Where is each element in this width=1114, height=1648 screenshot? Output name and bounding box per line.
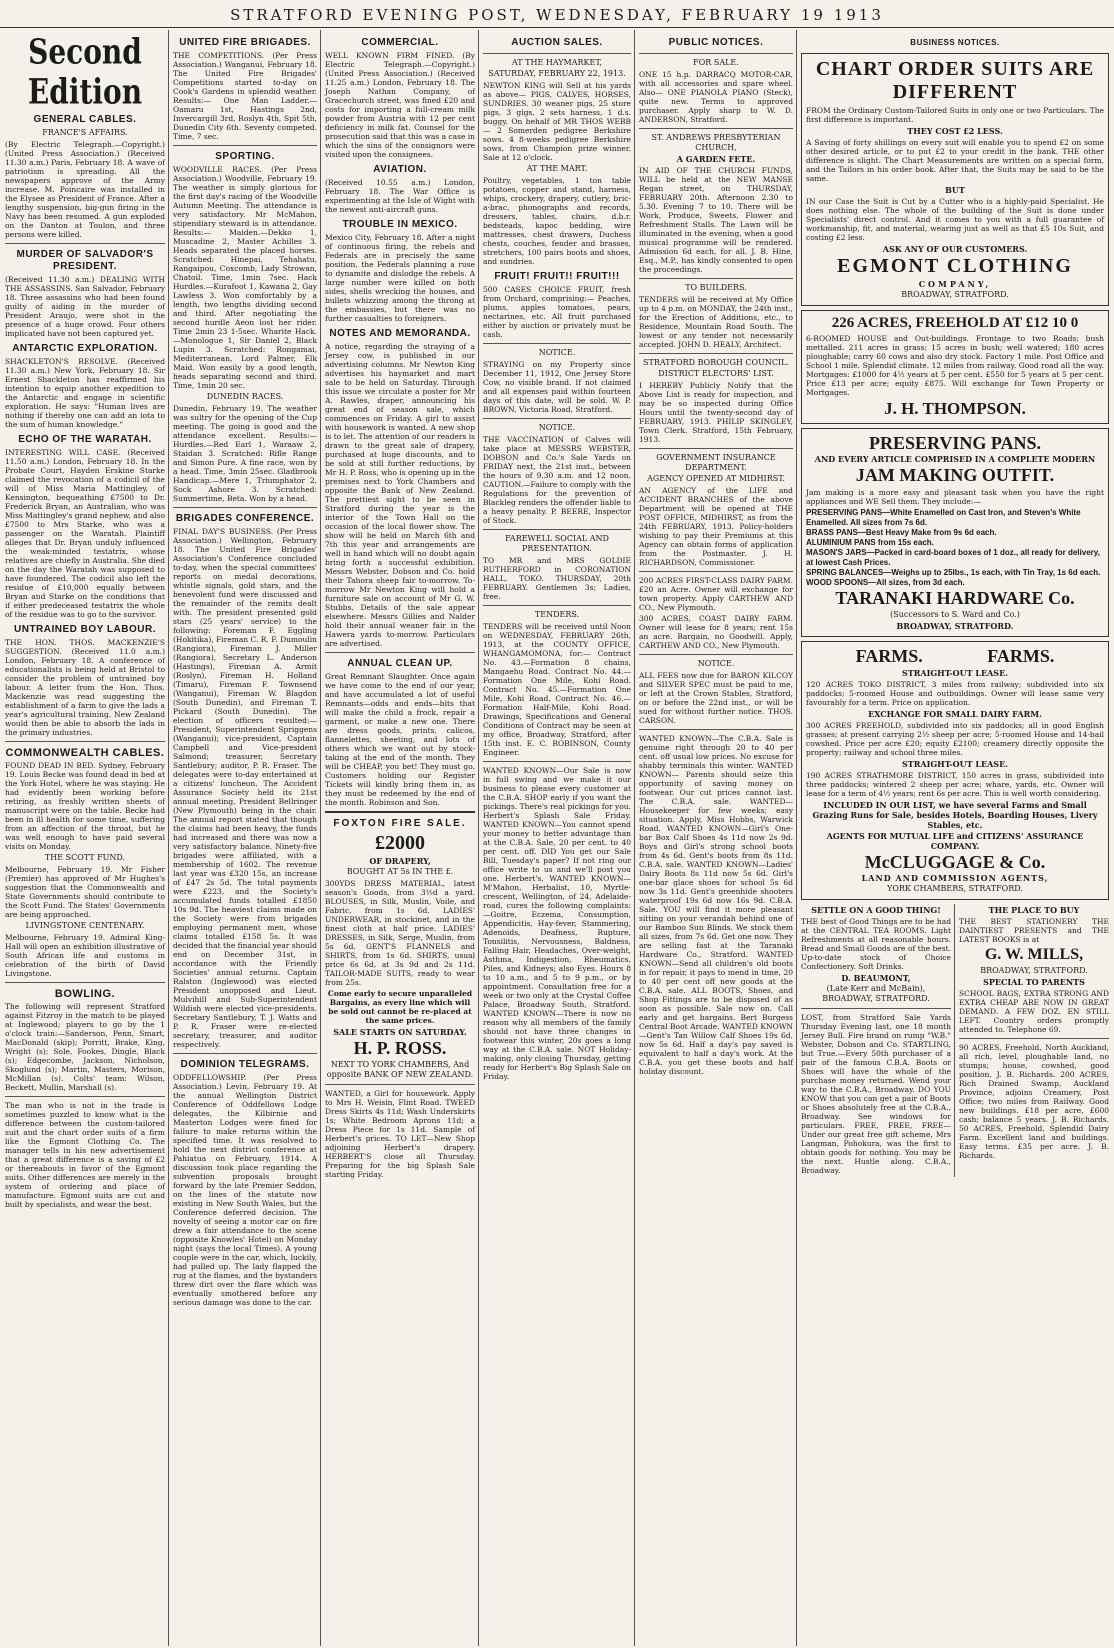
subheading: TO BUILDERS. xyxy=(685,283,747,292)
subheading: LIVINGSTONE CENTENARY. xyxy=(25,921,145,930)
subheading: OF DRAPERY, xyxy=(369,856,431,866)
divider xyxy=(639,128,793,129)
subheading: ASK ANY OF OUR CUSTOMERS. xyxy=(882,244,1028,254)
article-body: 500 CASES CHOICE FRUIT, fresh from Orchard, comprising:— Peaches, plums, apples tomatoes, pears, nectarines, etc. All fruit purchased either by auction or privately must be cash. xyxy=(483,285,631,339)
ad-title: PRESERVING PANS. xyxy=(868,432,1042,453)
edition-title: Second Edition xyxy=(27,32,143,112)
divider xyxy=(639,448,793,449)
section-heading: BRIGADES CONFERENCE. xyxy=(175,513,315,524)
divider xyxy=(483,418,631,419)
article-body: SCHOOL BAGS, EXTRA STRONG AND EXTRA CHEAP ARE NOW IN GREAT DEMAND. A FEW DOZ. EN STILL LEFT. Country orders promptly attended to. Telephone 69. xyxy=(959,988,1109,1034)
article-body: ALL FEES now due for BARON KILCOY and SILVER SPEC must be paid to me, or left at the Crown Stables, Stratford, on or before the 22nd inst., or will be sued for without further notice. THOS. CARSON. xyxy=(639,671,793,725)
section-heading: BOWLING. xyxy=(54,988,116,1000)
article-body: THE COMPETITIONS. (Per Press Association.) Wanganui, February 18. The United Fire Brigades' Competitions started to-day on Cook's Gardens in splendid weather. Results:— One Man Ladder.—Oamaru 1st, Hastings 2nd, Invercargill 3rd, Roslyn 4th, Spit 5th, Dunedin City 6th. Seventy competed. Time, 7 sec. xyxy=(173,51,317,141)
subheading: DUNEDIN RACES. xyxy=(206,392,284,401)
section-heading: AUCTION SALES. xyxy=(511,37,603,48)
article-body: WOODVILLE RACES. (Per Press Association.) Woodville, February 19. The weather is simply glorious for the first day's racing of the Woodville Autumn Meeting. The attendance is very satisfactory. Mr McMahon, stipendiary steward is in attendance. Results:— Maiden.—Dekko 1, Muscadine 2, Master Achilles 3. Heads separated the placed horses. Scratched: Hinepai, Tehahatu, Rangaipou, Coxcomb, Lady Strowan, Chatoil. Time, 1min 7sec. Hack Hurdles.—Kurafoot 1, Kawana 2, Gay Lawless 3. Won comfortably by a length, two lengths dividing second and third. After negotiating the second hurdle Aeon lost her rider. Time 2min 23 1-5sec. Wharite Hack.—Monologue 1, Sir Daniel 2, Black Lupin 3. Scratched: Rongamai, Mediterranean, Lord Palmer, Elk Maid. Won easily by a good length, heads separating second and third. Time, 1min 20 sec. xyxy=(173,165,317,390)
subheading: THEY COST £2 LESS. xyxy=(907,126,1003,136)
divider xyxy=(325,811,475,813)
column-2 xyxy=(170,32,320,1644)
section-heading: BUSINESS NOTICES. xyxy=(910,38,1000,47)
article-body: (Received 11.30 a.m.) DEALING WITH THE ASSASSINS. San Salvador, February 18. Three assassins who had been found guilty of aiding in the murder of President Araujo, were shot in the presence of a huge crowd. Four others implicated have not been captured yet. xyxy=(5,275,165,338)
subheading: AGENCY OPENED AT MIDHIRST. xyxy=(647,474,785,483)
subheading: YORK CHAMBERS, STRATFORD. xyxy=(887,884,1023,894)
subheading: THE PLACE TO BUY xyxy=(988,905,1080,916)
subheading: A GARDEN FETE. xyxy=(676,154,756,164)
article-body: Melbourne, February 19. Mr Fisher (Premier) has approved of Mr Hughes's suggestion that the Commonwealth and State Governments should contribute to the Scott Fund. The States' Governments are being approached. xyxy=(5,865,165,919)
list-item: SPRING BALANCES—Weighs up to 25lbs., 1s each, with Tin Tray, 1s 6d each. xyxy=(806,568,1101,578)
section-heading: MURDER OF SALVADOR'S PRESIDENT. xyxy=(16,249,154,272)
column-5 xyxy=(636,32,796,1644)
article-body: Dunedin, February 19. The weather was sultry for the opening of the Cup meeting. The going is good and the attendance excellent. Results:— Hurdles.—Red Earl 1, Waraaw 2, Staidan 3. Scratched: Rifle Range and Simon Pure. A fine race, won by a head. Time, 3min 25sec. Gladbrook Handicap.—Mere 1, Triumphator 2, Sock Ashore 3. Scratched: Summertime, Beta. Won by a head. xyxy=(173,404,317,503)
section-heading: NOTES AND MEMORANDA. xyxy=(329,328,471,339)
advertiser-name: J. H. THOMPSON. xyxy=(884,399,1026,419)
list-item: WOOD SPOONS—All sizes, from 3d each. xyxy=(806,578,965,588)
article-body: WANTED KNOWN—The C.B.A. Sale is genuine right through 20 to 40 per cent. off usual low prices. No excuse for shabby terminals this winter. WANTED KNOWN— Parents should seize this opportunity of saving money on footwear. Our cut prices cannot last. The C.B.A. sale. WANTED—Housekeeper for few weeks; easy situation. Apply, Miss Hobbs, Warwick Road. WANTED KNOWN—Girl's One-bar Box Calf Shoes 4s 11d now 2s 9d. Boys and Girl's strong school boots from 4s 6d. Gent's boots from 8s 11d. C.B.A. sale. WANTED KNOWN—Ladies' Dairy Boots 8s 11d now 5s 6d. Girl's one-bar glace shoes for school 5s 6d now 3s 11d. Gent's greenhide shooters waterproof 19s 6d now 16s 9d. C.B.A. Sale. YOU will find it more pleasant sitting on your verandah behind one of our Bamboo Sun Blinds. We stock them all sizes, from 7s 6d. Get one now. They are selling fast at the Taranaki Hardware Co., Stratford. WANTED KNOWN—Send all children's old boots in for repair, it pays to mend in time, 20 to 40 per cent off new goods at the C.B.A. sale. ALL BOOTS, Shoes, and Shop Fittings are to be disposed of as soon as possible. Sale now on. Call early and get bargains. Bert Burgess Central Boot Arcade. WANTED KNOWN—Gent's Tan Willow Calf Shoes 19s 6d, now 5s 6d. Half a day's pay saved is equivalent to half a day's work. At the C.B.A. you get these boots and half holiday discount. xyxy=(639,734,793,1076)
article-body: Great Remnant Slaughter. Once again we have come to the end of our year, and have accumulated a lot of useful Remnants—odds and ends—bits that will make the child a frock, repair a garment, or make a new one. There are dress goods, prints, calicos, flannelettes, sheeting, and lots of others which we want out by stock-taking at the end of the month. They will be CHEAP, you bet! They must go. Customers holding our Register Tickets will kindly bring them in, as they must be redeemed by the end of the month. Robinson and Son. xyxy=(325,672,475,807)
article-body: 300 ACRES, COAST DAIRY FARM. Owner will lease for 8 years; rent 15s an acre. Bargain, no Goodwill. Apply, CARTHEW AND CO., New Plymouth. xyxy=(639,614,793,650)
article-body: NEWTON KING will Sell at his yards as above— PIGS, CALVES, HORSES, SUNDRIES. 30 weaner pigs, 25 store pigs, 3 gigs, 2 sets harness, 1 d.s. buggy. On behalf of MR THOS WEBB— 2 Somerden pedigree Berkshire sows. 4 8-weeks pedigree Berkshire sows, from Champion prize winner. Sale at 12 o'clock. xyxy=(483,81,631,162)
subheading: FAREWELL SOCIAL AND PRESENTATION. xyxy=(505,534,609,553)
divider xyxy=(639,571,793,572)
section-heading: ECHO OF THE WARATAH. xyxy=(18,434,152,445)
subheading: (Successors to S. Ward and Co.) xyxy=(890,609,1020,619)
subheading: GOVERNMENT INSURANCE DEPARTMENT. xyxy=(656,453,776,472)
article-body: TENDERS will be received until Noon on WEDNESDAY, FEBRUARY 26th, 1913, at the COUNTY OFFICE, WHANGAMOMONA, for:— Contract No. 43.—Formation 8 chains, Mangaehu Road. Contract No. 44.—Formation One Mile, Kohi Road. Contract No. 45.—Formation One Mile, Kohi Road. Contract No. 46.—Formation Half-Mile, Kohi Road. Drawings, Specifications and General Conditions of Contract may be seen at my office, Broadway, Stratford, after 15th inst. E. C. ROBINSON, County Engineer. xyxy=(483,622,631,757)
article-body: 300YDS DRESS MATERIAL, latest season's Goods, from 3½d a yard. BLOUSES, in Silk, Muslin, Voile, and Fabric, from 1s 6d. LADIES' UNDERWEAR, in stockinet, and in the finest cloth at half price. LADIES' DRESSES, in Silk, Serge, Muslin, from 5s 6d. GENT'S FLANNELS and SHIRTS, from 1s 6d. SHIRTS, usual price 6s 6d, at 3s 9d and 2s 11d. TAILOR-MADE SUITS, ready to wear from 25s. xyxy=(325,879,475,987)
ad-title: FARMS. FARMS. xyxy=(855,645,1055,666)
divider xyxy=(483,343,631,344)
column-rule xyxy=(320,30,321,1646)
hardware-ad xyxy=(801,428,1109,637)
section-heading: UNTRAINED BOY LABOUR. xyxy=(14,624,156,635)
subheading: BROADWAY, STRATFORD. xyxy=(901,290,1009,299)
tea-rooms-ad xyxy=(801,904,955,1177)
subheading: AGENTS FOR MUTUAL LIFE and CITIZENS' ASSURANCE COMPANY. xyxy=(826,830,1084,851)
chart-order-ad xyxy=(801,53,1109,306)
divider xyxy=(801,1008,951,1009)
column-rule xyxy=(634,30,635,1646)
section-heading: DOMINION TELEGRAMS. xyxy=(180,1059,310,1070)
section-heading: ANTARCTIC EXPLORATION. xyxy=(12,343,158,354)
section-heading: ANNUAL CLEAN UP. xyxy=(347,658,453,669)
article-body: 300 ACRES FREEHOLD, subdivided into six paddocks; all in good English grasses; at present carrying 2½ sheep per acre; 5-roomed House and 14-bail cowshed. Price per acre £20; equity £2100; creamery directly opposite the property; railway and school three miles. xyxy=(806,720,1104,757)
subheading: FRANCE'S AFFAIRS. xyxy=(42,128,128,137)
article-body: SHACKLETON'S RESOLVE. (Received 11.30 a.m.) New York, February 18. Sir Ernest Shackleton has reaffirmed his intention to equip another expedition to the Antarctic and engage in scientific exploration. He says: "Human lives are nothing if thereby one can add an iota to the sum of human knowledge." xyxy=(5,357,165,429)
advertiser-name: EGMONT CLOTHING xyxy=(837,255,1073,277)
subheading: NEXT TO YORK CHAMBERS, And opposite BANK OF NEW ZEALAND. xyxy=(326,1059,474,1079)
section-heading: PUBLIC NOTICES. xyxy=(668,37,764,48)
article-body: A notice, regarding the straying of a Jersey cow, is published in our advertising columns. Mr Newton King advertises his haymarket and mart sale to be held on Saturday. Through this issue we circulate a poster for Mr A. Rawles, draper, announcing his great end of season sale, which commences on Friday. A girl to assist with housework is wanted. A new shop is to let. The attention of our readers is drawn to the great sale of drapery, purchased at huge discounts, and to be sold at still further reductions, by Mr H. P. Ross, who is opening up in the premises next to York Chambers and opposite the Bank of New Zealand. The prettiest sight to be seen in Stratford during the year is the interior of the Town Hall on the occasion of the local flower show. The show will be held on March 6th and 7th this year and arrangements are well in hand which will no doubt again bring forth a successful exhibition. Messrs Webster, Dobson and Co. hold their Tahora sheep fair to-morrow. To-morrow Mr Newton King will hold a furniture sale on account of Mr G. W. Stubbs. Details of the sale appear elsewhere. Messrs Gillies and Nalder hold their annual weaner fair in the Hawera yards to-morrow. Particulars are advertised. xyxy=(325,342,475,648)
article-body: THE VACCINATION of Calves will take place at MESSRS WEBSTER, DOBSON and Co.'s Sale Yards on FRIDAY next, the 21st inst., between the hours of 9.30 a.m. and 12 noon. CAUTION.—Failure to comply with the Regulations for the prevention of Blackleg renders the offender liable to a heavy penalty. P. BEERE, Inspector of Stock. xyxy=(483,435,631,525)
divider xyxy=(5,982,165,983)
subheading: LAND AND COMMISSION AGENTS, xyxy=(861,873,1049,884)
article-body: 200 ACRES FIRST-CLASS DAIRY FARM. £20 an Acre. Owner will exchange for town property. Apply CARTHEW AND CO., New Plymouth. xyxy=(639,576,793,612)
advertiser-name: D. BEAUMONT, xyxy=(841,973,911,984)
article-body: AN AGENCY of the LIFE and ACCIDENT BRANCHES of the above Department will be opened at THE POST OFFICE, MIDHIRST, as from the 24th FEBRUARY, 1913. Policy-holders wishing to pay their Premiums at this Agency can obtain forms of application from the Postmaster. J. H. RICHARDSON, Commissioner. xyxy=(639,486,793,567)
list-item: ALUMINIUM PANS from 15s each. xyxy=(806,538,934,548)
subheading: INCLUDED IN OUR LIST, we have several Farms and Small Grazing Runs for Sale, besides Hotels, Boarding Houses, Livery Stables, etc. xyxy=(812,799,1098,830)
divider xyxy=(959,1038,1109,1039)
article-body: ONE 15 h.p. DARRACQ MOTOR-CAR, with all accessories and spare wheel. Also— ONE PIANOLA PIANO (Steck), quite new. Terms to approved purchaser. Apply sharp to W. D. ANDERSON, Stratford. xyxy=(639,70,793,124)
article-body: Come early to secure unparalleled Bargains, as every line which will be sold out cannot be re-placed at the same prices. xyxy=(327,989,473,1025)
article-body: (Received 10.55 a.m.) London, February 18. The War Office is experimenting at the Isle of Wight with the newest anti-aircraft guns. xyxy=(325,178,475,214)
article-body: WANTED KNOWN—Our Sale is now in full swing and we make it our business to please every customer at the C.B.A. SHOP early if you want the pickings. There's real pickings for you. Herbert's Splash Sale Friday. WANTED KNOWN—You cannot spend your money to better advantage than at the C.B.A. Sale, 20 per cent. to 40 per cent. off. DID You get our Sale Bill, Tuesday's paper? If not ring our office write to us and we'll post you one. Herbert's. WANTED KNOWN— M'Mahon, Herbalist, 10, Myrtle-crescent, Wellington, of 24, Adelaide-road, cures the following complaints:—Goitre, Eczema, Consumption, Appendicitis, Hay-fever, Stammering, Adenoids, Deafness, Rupture, Tonsilitis, Nervousness, Baldness, Falling Hair, Headaches, Over-weight, Asthma, Indigestion, Rheumatics, Piles, and Kidneys; also Eyes. Hours 8 to 10 a.m., and 5 to 9 p.m., or by appointment. Consultation free for a week or two only at the Crystal Coffee Palace, Broadway South, Stratford. WANTED KNOWN—There is now no reason why all members of the family should not have three changes in footwear this winter, 20s goes a long way at the C.B.A. sale. NOT Holiday-making, only closing Thursday, getting ready for Herbert's Big Splash Sale on Friday. xyxy=(483,766,631,1081)
subheading: AT THE MART. xyxy=(526,164,588,173)
divider xyxy=(483,53,631,54)
section-heading: UNITED FIRE BRIGADES. xyxy=(179,37,311,48)
farms-ad xyxy=(801,641,1109,900)
list-item: MASON'S JARS—Packed in card-board boxes of 1 doz., all ready for delivery, at lowest Cash Prices. xyxy=(806,548,1100,568)
subheading: AND EVERY ARTICLE COMPRISED IN A COMPLETE MODERN xyxy=(814,454,1096,465)
section-heading: FOXTON FIRE SALE. xyxy=(333,818,467,829)
subheading: SETTLE ON A GOOD THING! xyxy=(811,905,941,916)
subheading: SPECIAL TO PARENTS xyxy=(983,976,1085,987)
article-body: WELL KNOWN FIRM FINED. (By Electric Telegraph.—Copyright.) (United Press Association.) (Received 11.25 a.m.) London, February 18. The Joseph Nathan Company, of Gracechurch street, was fined £20 and costs for importing a full-cream milk powder from Austria with 12 per cent deficiency in milk fat. Counsel for the prosecution said that this was a case in which the sins of the consignors were visited upon the consignees. xyxy=(325,51,476,159)
article-body: 90 ACRES, Freehold, North Auckland, all rich, level, ploughable land, no stumps; house, cowshed, good position. J. B. Richards. 200 ACRES, Rich Drained Swamp, Auckland Province, adjoins Creamery, Post Office; two miles from Railway. Good new buildings. £18 per acre, £600 cash; balance 5 years. J. B. Richards. 50 ACRES, Freehold, Splendid Dairy Farm. Excellent land and buildings. Easy terms. £35 per acre. J. B. Richards. xyxy=(959,1042,1109,1160)
article-body: FROM the Ordinary Custom-Tailored Suits in only one or two Particulars. The first difference is important. xyxy=(806,106,1104,124)
article-body: TO MR and MRS GOLDIE RUTHERFORD in CORONATION HALL, TOKO. THURSDAY, 20th FEBRUARY. Gentlemen 3s; Ladies, free. xyxy=(483,556,631,601)
subheading: (Late Kerr and McBain), BROADWAY, STRATFORD. xyxy=(822,984,930,1004)
divider xyxy=(173,145,317,146)
subheading: STRAIGHT-OUT LEASE. xyxy=(902,667,1008,678)
divider xyxy=(639,654,793,655)
article-body: THE best of Good Things are to be had at the CENTRAL TEA ROOMS. Light Refreshments at all reasonable hours. Bread and Small Goods are of the best. Up-to-date stock of Choice Confectionery. Soft Drinks. xyxy=(801,917,951,972)
subheading: BROADWAY, STRATFORD. xyxy=(980,965,1088,975)
section-heading: COMMERCIAL. xyxy=(361,37,439,48)
subheading: BUT xyxy=(945,185,965,195)
column-rule xyxy=(478,30,479,1646)
divider xyxy=(173,1053,317,1054)
ad-title: JAM MAKING OUTFIT. xyxy=(855,465,1055,486)
subheading: ST. ANDREWS PRESBYTERIAN CHURCH, xyxy=(651,133,781,152)
article-body: Jam making is a more easy and pleasant task when you have the right appliances and WE Sell them. They include:— xyxy=(806,488,1104,507)
column-1 xyxy=(2,32,168,1644)
subheading: SALE STARTS ON SATURDAY. xyxy=(333,1027,467,1037)
subheading: BROADWAY, STRATFORD. xyxy=(896,620,1014,631)
article-body: The man who is not in the trade is sometimes puzzled to know what is the difference between the custom-tailored suit and the chart order suits of a firm like the Egmont Clothing Co. The manager tells in his new advertisement that a great difference is a saving of £2 or thereabouts in favor of the Egmont suits. Other differences are merely in the system of ordering and place of manufacture. Egmont suits are cut and built by specialists, and wear the best. xyxy=(5,1101,165,1209)
article-body: WANTED, a Girl for housework. Apply to Mrs H. Weisin, Flint Road. TWEED Dress Skirts 4s 11d; Wash Underskirts 1s; White Bedroom Aprons 11d; a Dress Piece for 1s 11d. Sample of Herbert's prices. TO LET—New Shop adjoining Herbert's drapery. HERBERT'S close all Thursday. Preparing for the big Splash Sale starting Friday. xyxy=(325,1088,475,1179)
article-body: Poultry, vegetables, 1 ton table potatoes, copper and stand, harness, whips, crockery, drapery, cutlery, bric-a-brac, phonographs and records, dressers, tables, chairs, d.b.r. bedsteads, kapoc bedding, wire mattresses, chest drawers, Duchess chests, couches, fender and brasses, stretchers, 100 pairs boots and shoes, and sundries. xyxy=(483,176,631,266)
sale-amount: £2000 xyxy=(375,832,425,854)
column-rule xyxy=(796,30,797,1646)
subheading: SATURDAY, FEBRUARY 22, 1913. xyxy=(488,69,626,78)
subheading: TENDERS. xyxy=(534,610,580,619)
article-body: STRAYING on my Property since December 11, 1912, One Jersey Store Cow, no visible brand. If not claimed and all expenses paid within fourteen days of this date, will be sold. W. P. BROWN, Victoria Road, Stratford. xyxy=(483,360,631,414)
article-body: INTERESTING WILL CASE. (Received 11.50 a.m.) London, February 18. In the Probate Court, Hayden Erskine Starke claimed the revocation of a codicil of the will of Miss Maria Mattingley, of Kensington, bequeathing £7500 to Dr. Frederick Bryan, an Australian, who was Miss Mattingley's grand nephew, and also £7500 to Mrs Starke, who was a passenger on the Waratah. Plaintiff alleges that Dr. Bryan unduly influenced the weak-minded testatrix, whose relatives are chiefly in Australia. She died on the day the Waratah was supposed to have foundered. The codicil also left the residue of £10,000 equally between Bryan and Starke on the conditions that if either predeceased testatrix the whole of the residue was to go to the survivor. xyxy=(5,448,165,619)
article-body: FOUND DEAD IN BED. Sydney, February 19. Louis Becke was found dead in bed at the York Hotel, where he was staying. He had evidently been working before retiring, as freshly written sheets of manuscript were on the table. Becke had been in ill health for some time, suffering from an affection of the throat, but he was well enough to have paid several visits on Monday. xyxy=(5,761,165,851)
divider xyxy=(483,605,631,606)
subheading: COMPANY, xyxy=(918,279,992,289)
subheading: FOR SALE. xyxy=(693,58,739,67)
advertiser-name: McCLUGGAGE & Co. xyxy=(864,851,1046,872)
divider xyxy=(639,353,793,354)
article-body: Melbourne, February 19. Admiral King-Hall will open an exhibition illustrative of South African life and customs in celebration of the birth of David Livingstone. xyxy=(5,933,165,978)
masthead: STRATFORD EVENING POST, WEDNESDAY, FEBRUARY 19 1913 xyxy=(0,4,1114,28)
article-body: 120 ACRES TOKO DISTRICT, 3 miles from railway; subdivided into six paddocks; 5-roomed House and outbuildings. Owner will lease same very favourably for a term. Price on application. xyxy=(806,679,1104,707)
column-3 xyxy=(322,32,478,1644)
article-body: Mexico City, February 18. After a night of continuous firing, the rebels and Federals are in precisely the same position, the Federals planning a ruse to dynamite and dislodge the rebels. A large number were killed on both sides, shells wrecking the houses, and bullets whizzing among the throng at the embassies, but there was no further casualties to foreigners. xyxy=(325,233,475,323)
subheading: AT THE HAYMARKET, xyxy=(511,58,603,67)
stationery-ad xyxy=(959,904,1109,1177)
article-body: I HEREBY Publicly Notify that the Above List is ready for inspection, and may be so inspected during Office Hours until the twenty-second day of FEBRUARY, 1913. PHILIP SKINGLEY, Town Clerk. Stratford, 15th February, 1913. xyxy=(639,381,793,444)
article-body: FINAL DAY'S BUSINESS. (Per Press Association.) Wellington, February 18. The United Fire Brigades' Association's Conference concluded to-day, when the special committees' reports on medal decorations, whistle signals, gold stars, and the benevolent fund were discussed and the remainder of the remits dealt with. The president presented gold stars (25 years' service) to the following: Foreman F. Eggling (Hokitika), Fireman C. R. F. Dumoulin (Rangiora), Fireman J. Miller (Rangiora), Secretary L. Anderson (Hastings), Fireman A. Armit (Roslyn), Fireman H. Holland (Timaru), Fireman F. Townsend (Wanganui), Fireman W. Blagdon (South Dunedin), and Fireman T. Pickard (South Dunedin). The election of officers resulted:—President, Superintendent Spriggens (Wanganui); vice-president, Captain Campbell and Vice-president Salmond; treasurer, Secretary Santlebury; auditor, P. R. Fraser. The delegates were to-day entertained at a citizens' luncheon. The Accident Assurance Society held its 21st annual meeting, President Bellringer (New Plymouth) being in the chair. The annual report stated that though the claims had been heavy, the funds had increased and there was now a very satisfactory balance. Ninety-five brigades were affiliated, with a membership of 1602. The revenue last year was £320 15s, an increase of £47 2s 5d. The total payments were £223, and the Society's accumulated funds totalled £1850 10s 9d. The heaviest claims made on the Society were from brigades employing permanent men, whose claims totalled £158 5s. It was decided that the financial year should end on December 31st, in accordance with the Friendly Societies' annual returns. Captain Ralston (Inglewood) was elected President unopposed and Lieut. Mulvihill and Sub-Superintendent Wildish were elected vice-presidents. Secretary Santlebury, T. J. Watts and P. R. Fraser were re-elected secretary, treasurer, and auditor respectively. xyxy=(173,527,317,1049)
section-heading: TROUBLE IN MEXICO. xyxy=(342,219,458,230)
divider xyxy=(483,761,631,762)
divider xyxy=(639,278,793,279)
article-body: 6-ROOMED HOUSE and Out-buildings. Frontage to two Roads; bush mettalled. 211 acres in grass; 15 acres in bush; well watered; 180 acres ploughable; carry 60 cows and also dry stock. Factory 1 mile. Post Office and School 1 mile. Splendid climate. 12 miles from railway. Good road all the way. Mortgages: £1000 for 4½ years at 5 per cent. £550 for 5 years at 5 per cent. Price £13 per acre; equity £875. Will exchange for Town Property or Mortgages. xyxy=(806,334,1104,398)
article-body: The following will represent Stratford against Fitzroy in the match to be played at Inglewood; players to go by the 1 o'clock train:—Sanderson, Penn, Smart, MacDonald (skip); Porritt, Brake, King, Wright (s); Sole, Fookes, Dingle, Black (s); Edgecombe, Jackson, Nicholson, Skoglund (s); Martin, Masters, Morison, McMillan (s). Colts' team: Wilson, Beckett, Mullin, Marshall (s). xyxy=(5,1002,165,1092)
subheading: BOUGHT AT 5s IN THE £. xyxy=(346,867,454,876)
article-body: IN our Case the Suit is Cut by a Cutter who is a highly-paid Specialist. He does nothing else. The whole of the building of the Suit is done under Specialists' direct control. And it comes to you with a full guarantee of workmanship, fit, and material, wearing just as well as that £5 10s Suit, and costing £2 less. xyxy=(806,197,1104,242)
advertiser-name: H. P. ROSS. xyxy=(353,1038,447,1058)
divider xyxy=(325,1084,475,1085)
divider xyxy=(173,507,317,508)
section-heading: FRUIT! FRUIT!! FRUIT!!! xyxy=(494,271,620,282)
subheading: NOTICE. xyxy=(538,423,576,432)
divider xyxy=(325,652,475,653)
divider xyxy=(483,529,631,530)
subheading: THE SCOTT FUND. xyxy=(44,853,126,862)
ad-title: CHART ORDER SUITS ARE DIFFERENT xyxy=(815,58,1095,103)
column-6 xyxy=(798,32,1112,1644)
article-body: LOST, from Stratford Sale Yards Thursday Evening last, one 18 month Jersey Bull. Fire brand on rump "W.B." Webster, Dobson and Co. STARTLING, but True.—Every 50th purchaser of a pair of the famous C.B.A. Boots or Shoes will have the whole of the purchase money returned. Wend your way to the C.B.A., Broadway. DO YOU KNOW that you can get a pair of Boots or Shoes absolutely free at the C.B.A., Broadway. See windows for particulars. FREE, FREE, FREE—Under our great free gift scheme, Mrs Langman, Pohokura, was the first to obtain goods for nothing. You may be the next. Hustle along. C.B.A., Broadway. xyxy=(801,1013,951,1176)
article-body: TENDERS will be received at My Office up to 4 p.m. on MONDAY, the 24th inst., for the Erection of Additions, etc., to Residence, Mountain Road South. The lowest or any tender not necessarily accepted. JOHN D. HEALY, Architect. xyxy=(639,295,793,349)
divider xyxy=(5,741,165,742)
subheading: NOTICE. xyxy=(538,348,576,357)
divider xyxy=(639,53,793,54)
advertiser-name: G. W. MILLS, xyxy=(984,946,1084,964)
advertiser-name: TARANAKI HARDWARE Co. xyxy=(835,588,1075,609)
column-rule xyxy=(168,30,169,1646)
subheading: STRATFORD BOROUGH COUNCIL. xyxy=(643,358,789,367)
section-heading: COMMONWEALTH CABLES. xyxy=(5,747,165,759)
section-heading: GENERAL CABLES. xyxy=(33,114,137,125)
bottom-ads xyxy=(801,904,1109,1177)
article-body: IN AID OF THE CHURCH FUNDS, WILL be held at the NEW MANSE Regan street, on THURSDAY, FEBRUARY 20th. Afternoon 2.30 to 5.30. Evening 7 to 10. There will be Work, Produce, Sweets, Flower and Refreshment Stalls. The Lawn will be illuminated in the evening, when a good musical programme will be rendered. Admission 6d each, for all. J. B. Hine, Esq., M.P., has kindly consented to open the proceedings. xyxy=(639,166,793,274)
subheading: DISTRICT ELECTORS' LIST. xyxy=(658,369,774,378)
article-body: 190 ACRES STRATHMORE DISTRICT, 150 acres in grass, subdivided into three paddocks; wintered 2 sheep per acre; whare, yards, etc. Owner will lease for a term of 4½ years; rent 6s per acre. This is well worth considering. xyxy=(806,770,1104,798)
article-body: THE BEST STATIONERY THE DAINTIEST PRESENTS and THE LATEST BOOKS is at xyxy=(959,917,1109,945)
subheading: NOTICE. xyxy=(697,659,735,668)
subheading: STRAIGHT-OUT LEASE. xyxy=(902,758,1008,769)
column-4 xyxy=(480,32,634,1644)
article-body: A Saving of forty shillings on every suit will enable you to spend £2 on some other desired article, or to put £2 to your credit in the bank. THE other difference is slight. The Chart Measurements are written on a special form, and the Tailors in his order book. After that, the Suits may be said to be the same. xyxy=(806,138,1104,183)
ad-title: 226 ACRES, FREEHOLD AT £12 10 0 xyxy=(831,315,1079,331)
section-heading: SPORTING. xyxy=(215,151,275,162)
list-item: PRESERVING PANS—White Enamelled on Cast Iron, and Steven's White Enamelled. All sizes from 7s 6d. xyxy=(806,508,1081,528)
article-body: (By Electric Telegraph.—Copyright.) (United Press Association.) (Received 11.30 a.m.) Paris, February 18. A wave of patriotism is spreading. All the newspapers approve of the Army increase. M. Poincaire was installed in the Elysee as President of France. After a lengthy suspension, big-gun firing in the Navy has been resumed. A gun exploded on the Danton at Toulon, and three persons were killed. xyxy=(5,140,165,239)
article-body: THE HON. THOS. MACKENZIE'S SUGGESTION. (Received 11.0 a.m.) London, February 18. A conference of educationalists is being held at Bristol to consider the problem of untrained boy labour. A letter from the Hon. Thos. Mackenzie was read suggesting the establishment of a farm to give the lads a year's agricultural training. New Zealand would then be able to absorb the lads in the primary industries. xyxy=(5,638,165,737)
article-body: ODDFELLOWSHIP. (Per Press Association.) Levin, February 19. At the annual Wellington District Conference of Oddfellows Lodge delegates, the Kilbirnie and Masterton Lodges were fined for failure to make returns within the specified time. It was resolved to hold the next district conference at Pahiatua on February, 1914. A discussion took place regarding the subvention proposals brought forward by the late Premier Seddon, on the lines of the statute now existing in New South Wales, but the Conference deferred decision. The novelty of seeing a motor car on fire drew a fair attendance to the scene (opposite Knowles' Hotel) on Monday night (says the local Times). A young couple were in the car, which, luckily, had pulled up. The lady flapped the rug at the flames, and the bystanders threw dirt over the flare which was eventually smothered before any serious damage was done to the car. xyxy=(173,1073,317,1307)
farm-ad xyxy=(801,310,1109,424)
divider xyxy=(5,1096,165,1097)
list-item: BRASS PANS—Best Heavy Make from 9s 6d each. xyxy=(806,528,997,538)
section-heading: AVIATION. xyxy=(373,164,427,175)
subheading: EXCHANGE FOR SMALL DAIRY FARM. xyxy=(868,708,1042,719)
divider xyxy=(5,243,165,244)
divider xyxy=(639,729,793,730)
